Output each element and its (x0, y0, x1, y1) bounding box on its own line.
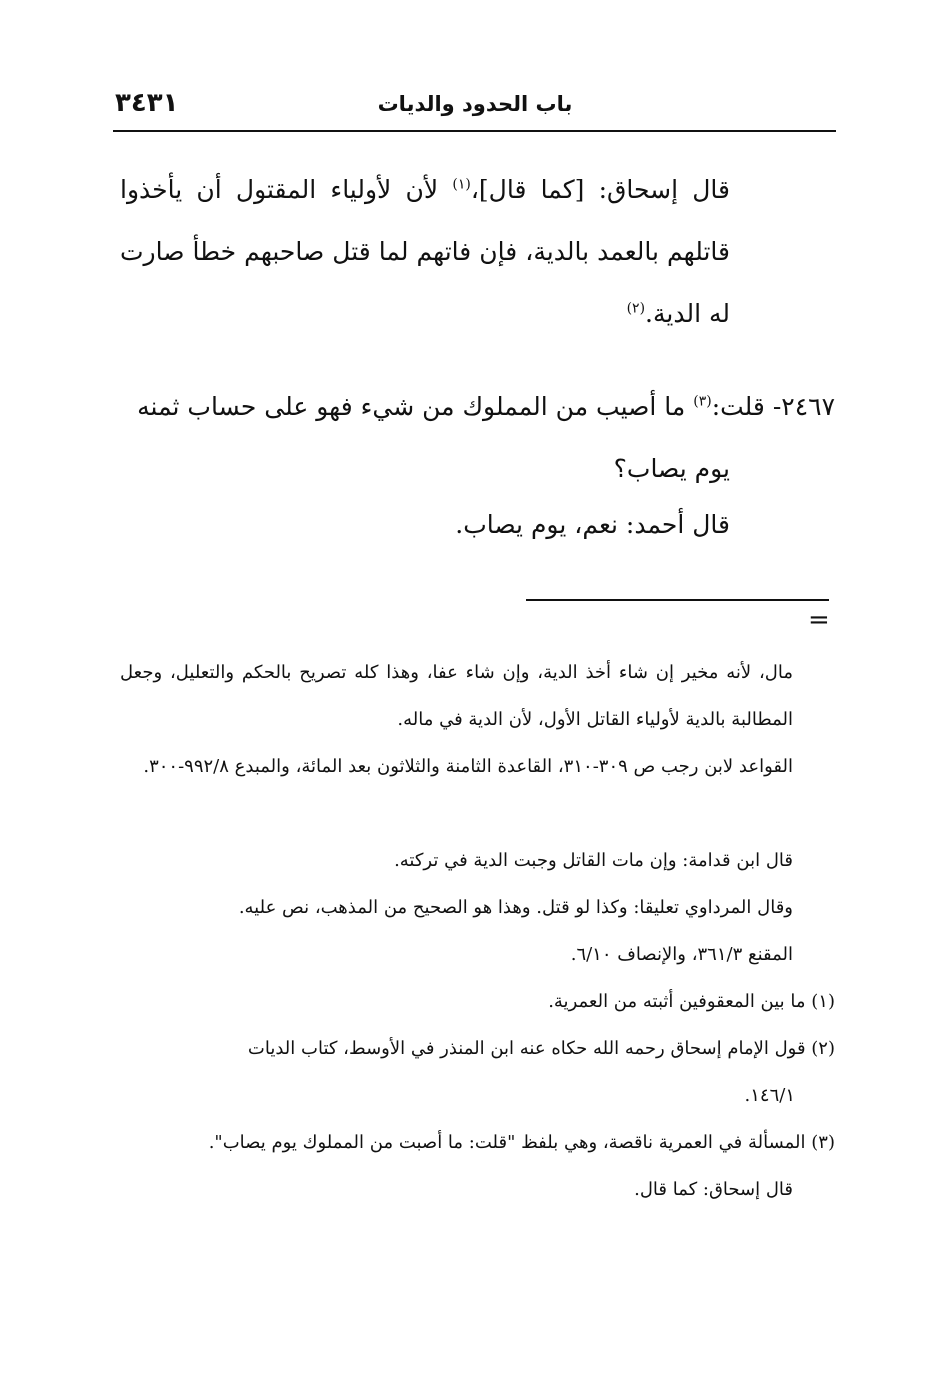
continuation-mark: = (808, 605, 830, 635)
footnote-3-continuation: قال إسحاق: كما قال. (634, 1179, 793, 1200)
page-number: ٣٤٣١ (115, 88, 179, 118)
footnote-3: (٣) المسألة في العمرية ناقصة، وهي بلفظ "قلت: ما أصبت من المملوك يوم يصاب". (208, 1132, 835, 1153)
footnote-2-line2: ١٤٦/١. (744, 1085, 795, 1106)
footnote-1: (١) ما بين المعقوفين أثبته من العمرية. (548, 991, 835, 1012)
ahmad-answer: قال أحمد: نعم، يوم يصاب. (455, 510, 730, 539)
question-text-line2: يوم يصاب؟ (613, 454, 730, 483)
footnote-continuation-text: مال، لأنه مخير إن شاء أخذ الدية، وإن شاء عفا، وهذا كله تصريح بالحكم والتعليل، وجعل المطالبة بالدية لأولياء القاتل الأول، لأن الدية في ماله. (120, 662, 793, 730)
footnote-separator (526, 599, 829, 601)
footnote-ref-3: (٣) (693, 393, 712, 410)
footnote-2-line1: (٢) قول الإمام إسحاق رحمه الله حكاه عنه ابن المنذر في الأوسط، كتاب الديات (247, 1038, 835, 1059)
footnote-citation-qawaid: القواعد لابن رجب ص ٣٠٩-٣١٠، القاعدة الثامنة والثلاثون بعد المائة، والمبدع ٩٩٢/٨-٣٠٠. (143, 756, 793, 777)
footnote-ibn-qudama: قال ابن قدامة: وإن مات القاتل وجبت الدية في تركته. (394, 850, 793, 871)
ishaq-statement-text-b: لأن لأولياء المقتول أن يأخذوا قاتلهم بالعمد بالدية، فإن فاتهم لما قتل صاحبهم خطأ صارت له الدية. (120, 175, 730, 328)
ishaq-statement (120, 159, 730, 345)
footnote-ref-2: (٢) (626, 300, 646, 317)
question-number-label: ٢٤٦٧- قلت: (711, 392, 835, 421)
footnote-mardawi: وقال المرداوي تعليقا: وكذا لو قتل. وهذا هو الصحيح من المذهب، نص عليه. (238, 897, 793, 918)
question-2467 (120, 376, 835, 500)
running-head: باب الحدود والديات (377, 92, 573, 116)
footnote-2 (120, 1025, 835, 1119)
header-rule (113, 130, 836, 132)
question-text-line1: ما أصيب من المملوك من شيء فهو على حساب ثمنه (137, 392, 694, 421)
ishaq-statement-text-a: قال إسحاق: [كما قال]، (470, 175, 730, 204)
footnote-ref-1: (١) (452, 176, 471, 193)
footnote-citation-muqni: المقنع ٣٦١/٣، والإنصاف ٦/١٠. (570, 944, 793, 965)
